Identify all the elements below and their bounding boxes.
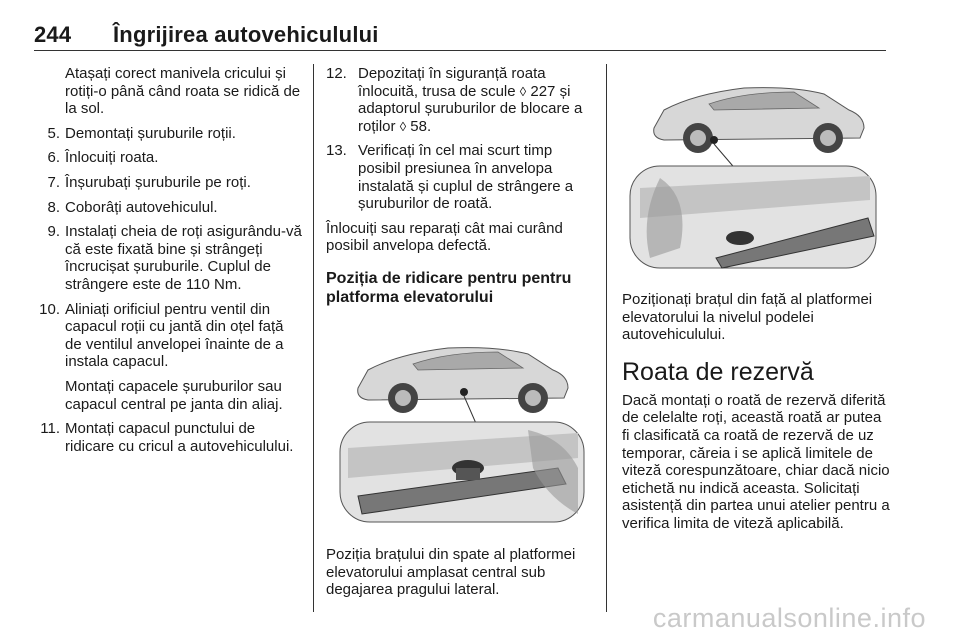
item-number: 12. bbox=[326, 65, 347, 82]
item-text-part: și adaptorul șuruburilor de blocare a roților bbox=[358, 82, 583, 135]
item-number: 10. bbox=[39, 300, 60, 318]
list-item bbox=[20, 199, 302, 217]
rear-lift-arm-illustration bbox=[328, 318, 594, 528]
item-text: Demontați șuruburile roții. bbox=[65, 124, 236, 142]
item-number: 8. bbox=[47, 198, 60, 216]
item-text: Verificați în cel mai scurt timp posibil presiunea în anvelopa instalată și cuplul de strângere a șuruburilor de roată. bbox=[358, 142, 574, 213]
subheading: Poziția de ridicare pentru pentru platforma elevatorului bbox=[326, 269, 572, 306]
car-lift-diagram-icon bbox=[620, 68, 886, 272]
car-lift-diagram-icon bbox=[328, 318, 594, 528]
item-number: 7. bbox=[47, 173, 60, 191]
item-text: Montați capacul punctului de ridicare cu cricul a autovehiculului. bbox=[65, 420, 294, 455]
item-text: Instalați cheia de roți asigurându-vă că este fixată bine și strângeți încrucișat șuruburile. Cuplul de strângere este de 110 Nm. bbox=[65, 223, 302, 293]
intro-paragraph: Atașați corect manivela cricului și rotiți-o până când roata se ridică de la sol. bbox=[65, 65, 301, 118]
item-number: 13. bbox=[326, 142, 347, 160]
item-text bbox=[358, 65, 596, 135]
paragraph: Înlocuiți sau reparați cât mai curând posibil anvelopa defectă. bbox=[326, 219, 563, 255]
page-number: 244 bbox=[34, 22, 72, 47]
page-reference-arrow-icon: ◊ bbox=[399, 118, 407, 134]
item-text: Aliniați orificiul pentru ventil din capacul roții cu jantă din oțel față de ventilul anvelopei înainte de a instala capacul. bbox=[65, 300, 284, 371]
item-number: 11. bbox=[40, 420, 60, 438]
column-divider-right bbox=[606, 64, 607, 612]
section-paragraph: Dacă montați o roată de rezervă diferită de celelalte roți, această roată ar putea fi clasificată ca roată de rezervă de uz temporar, căreia i se aplică limitele de viteză corespunzătoare, chiar dacă nicio etichetă nu indică aceasta. Solicitați asistență din partea unui atelier pentru a verifica limita de viteză aplicabilă. bbox=[622, 391, 890, 532]
item-text: Înșurubați șuruburile pe roți. bbox=[65, 173, 251, 191]
watermark: carmanualsonline.info bbox=[652, 603, 926, 633]
header-rule bbox=[34, 50, 886, 51]
item-text: Coborâți autovehiculul. bbox=[65, 198, 218, 216]
column-3 bbox=[622, 291, 892, 540]
item-number: 9. bbox=[47, 223, 60, 241]
rear-figure-caption: Poziția brațului din spate al platformei elevatorului amplasat central sub degajarea pragului lateral. bbox=[326, 546, 576, 599]
section-title: Roata de rezervă bbox=[622, 357, 814, 386]
item-number: 5. bbox=[47, 124, 60, 142]
column-2 bbox=[326, 65, 596, 321]
list-item bbox=[20, 420, 302, 455]
item-text-part: Depozitați în siguranță roata înlocuită, trusa de scule bbox=[358, 65, 546, 100]
list-item bbox=[20, 125, 302, 143]
list-item bbox=[20, 149, 302, 167]
list-item bbox=[20, 223, 302, 293]
page-title: Îngrijirea autovehiculului bbox=[113, 22, 379, 47]
column-divider-left bbox=[313, 64, 314, 612]
front-lift-arm-illustration bbox=[620, 68, 886, 272]
item-number: 6. bbox=[47, 149, 60, 167]
list-item bbox=[326, 65, 596, 135]
page-reference[interactable]: 58. bbox=[410, 117, 432, 135]
list-item bbox=[20, 301, 302, 371]
front-figure-caption: Poziționați brațul din față al platformei elevatorului la nivelul podelei autovehiculului. bbox=[622, 291, 873, 344]
page-reference-arrow-icon: ◊ bbox=[519, 83, 527, 99]
column-1 bbox=[20, 65, 302, 462]
list-item bbox=[20, 174, 302, 192]
list-item bbox=[326, 142, 596, 212]
item-text: Înlocuiți roata. bbox=[65, 149, 159, 167]
page-header bbox=[34, 22, 379, 48]
page-reference[interactable]: 227 bbox=[530, 82, 556, 100]
item-10-note: Montați capacele șuruburilor sau capacul central pe janta din aliaj. bbox=[65, 377, 283, 413]
